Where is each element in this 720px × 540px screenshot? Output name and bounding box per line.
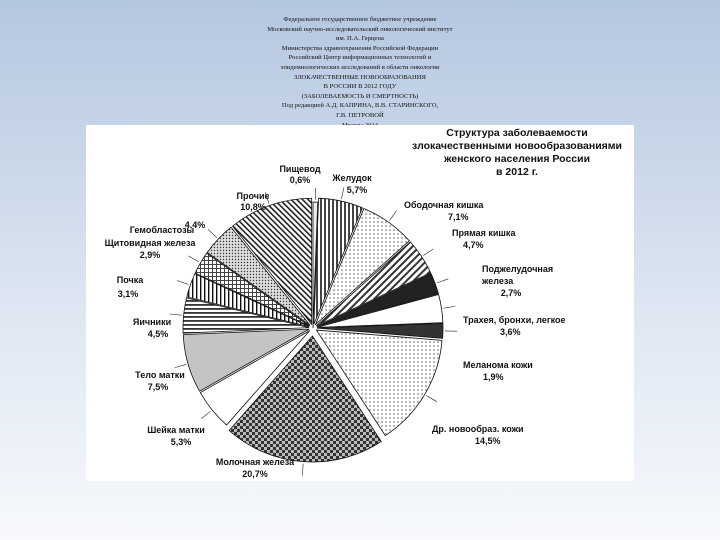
slice-value-label: 7,5% bbox=[147, 382, 169, 392]
header-line: эпидемиологических исследований в области онкологии bbox=[280, 63, 440, 71]
leader-line bbox=[341, 187, 344, 199]
header-line: ЗЛОКАЧЕСТВЕННЫЕ НОВООБРАЗОВАНИЯ bbox=[294, 73, 426, 81]
chart-title-line: злокачественными новообразованиями bbox=[411, 140, 623, 152]
leader-line bbox=[390, 211, 397, 221]
slice-value-label: 4,5% bbox=[147, 329, 169, 339]
slice-value-label: 3,6% bbox=[500, 327, 521, 337]
leader-line bbox=[423, 249, 433, 256]
leader-line bbox=[426, 396, 436, 402]
slice-name-label: Прямая кишка bbox=[452, 228, 516, 238]
header-line: Министерства здравоохранения Российской Федерации bbox=[281, 44, 439, 52]
slice-name-label: Др. новообраз. кожи bbox=[432, 424, 524, 434]
slice-name-label: Яичники bbox=[132, 317, 172, 327]
slice-name-label: железа bbox=[482, 276, 514, 286]
slice-value-label: 2,7% bbox=[500, 288, 522, 298]
slice-value-label: 5,3% bbox=[170, 437, 192, 447]
leader-line bbox=[437, 279, 448, 283]
slice-name-label: Меланома кожи bbox=[463, 360, 533, 370]
slice-value-label: 3,1% bbox=[117, 289, 139, 299]
slice-value-label: 4,4% bbox=[184, 220, 206, 230]
slice-name-label: Прочие bbox=[236, 191, 270, 201]
slice-name-label: Пищевод bbox=[279, 164, 321, 174]
slice-name-label: Поджелудочная bbox=[482, 264, 554, 274]
slice-value-label: 1,9% bbox=[483, 372, 504, 382]
slice-value-label: 7,1% bbox=[448, 212, 469, 222]
slice-name-label: Шейка матки bbox=[147, 425, 205, 435]
slice-value-label: 0,6% bbox=[289, 175, 311, 185]
slice-name-label: Молочная железа bbox=[215, 457, 295, 467]
slice-value-label: 20,7% bbox=[242, 469, 268, 479]
leader-line bbox=[170, 314, 182, 315]
leader-line bbox=[208, 229, 217, 237]
header-line: им. П.А. Герцена bbox=[336, 35, 384, 43]
leader-line bbox=[444, 306, 456, 308]
slice-name-label: Ободочная кишка bbox=[404, 200, 484, 210]
header-line: Г.В. ПЕТРОВОЙ bbox=[336, 111, 384, 119]
header-line: Российский Центр информационных технологий и bbox=[288, 54, 432, 62]
chart-title-line: женского населения России bbox=[443, 153, 591, 165]
slice-value-label: 5,7% bbox=[346, 185, 368, 195]
slice-name-label: Гемобластозы bbox=[129, 225, 195, 235]
leader-line bbox=[302, 464, 303, 476]
slice-value-label: 10,8% bbox=[240, 202, 266, 212]
header-line: (ЗАБОЛЕВАЕМОСТЬ И СМЕРТНОСТЬ) bbox=[301, 92, 419, 100]
leader-line bbox=[188, 256, 198, 262]
slice-name-label: Щитовидная железа bbox=[104, 238, 196, 248]
slice-value-label: 14,5% bbox=[475, 436, 501, 446]
header-line: Под редакцией А.Д. КАПРИНА, В.В. СТАРИНСКОГО, bbox=[281, 102, 439, 110]
header-line: Федеральное государственное бюджетное учреждение bbox=[283, 16, 437, 23]
chart-title-line: Структура заболеваемости bbox=[446, 127, 588, 139]
leader-line bbox=[175, 364, 187, 367]
leader-line bbox=[177, 281, 188, 285]
header-line: В РОССИИ В 2012 ГОДУ bbox=[323, 83, 397, 91]
chart-title-line: в 2012 г. bbox=[496, 166, 538, 178]
slice-name-label: Трахея, бронхи, легкое bbox=[463, 315, 566, 325]
slice-value-label: 4,7% bbox=[463, 240, 484, 250]
slice-name-label: Почка bbox=[116, 275, 144, 285]
slice-name-label: Тело матки bbox=[135, 370, 185, 380]
slice-value-label: 2,9% bbox=[139, 250, 161, 260]
leader-line bbox=[201, 411, 210, 419]
header-line: Московский научно-исследовательский онкологический институт bbox=[267, 25, 453, 33]
slice-name-label: Желудок bbox=[332, 173, 372, 183]
